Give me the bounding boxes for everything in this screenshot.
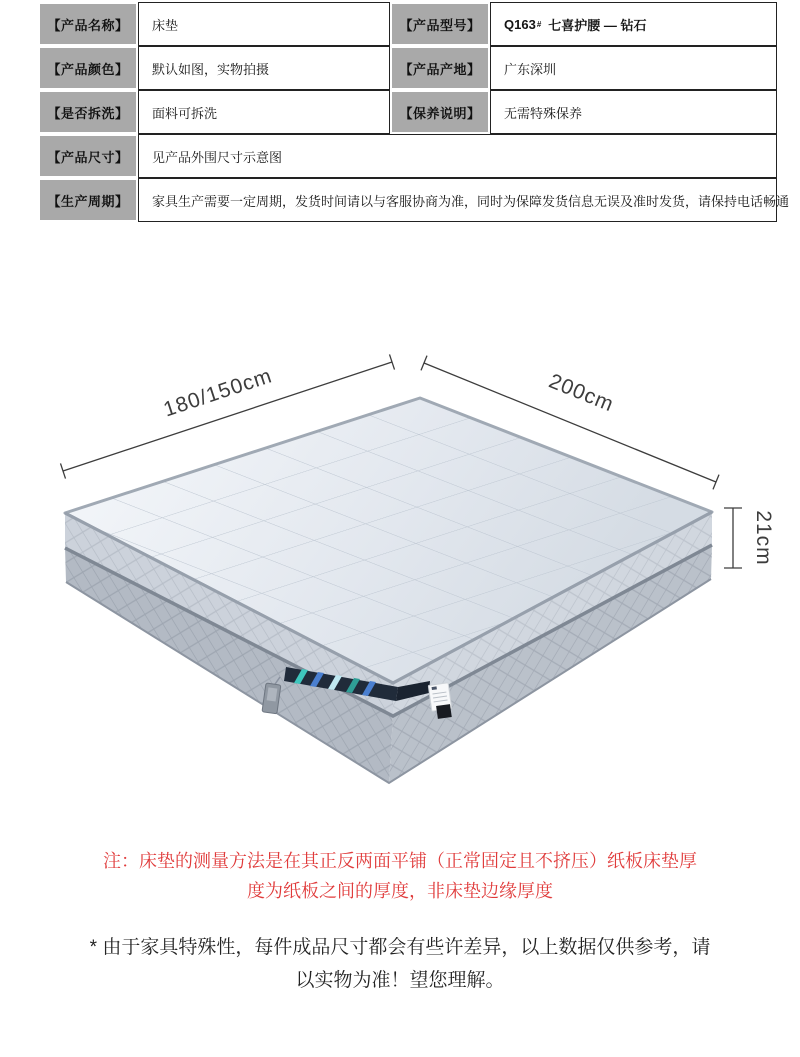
mattress-illustration	[65, 398, 712, 783]
spec-label-care: 【保养说明】	[390, 90, 490, 134]
spec-label-model: 【产品型号】	[390, 2, 490, 46]
dimension-label-length: 200cm	[545, 369, 618, 417]
note-measurement	[0, 846, 800, 906]
note-measurement-line2: 度为纸板之间的厚度，非床垫边缘厚度	[247, 881, 553, 901]
note-disclaimer	[0, 931, 800, 997]
spec-label-washable: 【是否拆洗】	[38, 90, 138, 134]
model-sup: #	[536, 19, 542, 29]
mattress-size-diagram	[0, 330, 800, 820]
dimension-label-width: 180/150cm	[160, 364, 276, 422]
note-measurement-line1: 注：床垫的测量方法是在其正反两面平铺（正常固定且不挤压）纸板床垫厚	[103, 851, 697, 871]
spec-value-size: 见产品外围尺寸示意图	[138, 134, 777, 178]
label-strap	[436, 704, 452, 719]
spec-value-origin: 广东深圳	[490, 46, 777, 90]
dimension-label-height: 21cm	[752, 510, 775, 566]
spec-value-color: 默认如图，实物拍摄	[138, 46, 390, 90]
note-disclaimer-line1: * 由于家具特殊性，每件成品尺寸都会有些许差异，以上数据仅供参考，请	[89, 937, 711, 958]
spec-table	[38, 2, 790, 222]
spec-label-product-name: 【产品名称】	[38, 2, 138, 46]
spec-value-model	[490, 2, 777, 46]
spec-label-color: 【产品颜色】	[38, 46, 138, 90]
dimension-line-height	[724, 508, 742, 568]
spec-value-product-name: 床垫	[138, 2, 390, 46]
spec-label-size: 【产品尺寸】	[38, 134, 138, 178]
spec-value-leadtime: 家具生产需要一定周期，发货时间请以与客服协商为准，同时为保障发货信息无误及准时发货，请保持电话畅通	[138, 178, 777, 222]
spec-label-leadtime: 【生产周期】	[38, 178, 138, 222]
note-disclaimer-line2: 以实物为准！望您理解。	[295, 970, 505, 991]
spec-value-care: 无需特殊保养	[490, 90, 777, 134]
spec-value-washable: 面料可拆洗	[138, 90, 390, 134]
model-prefix: Q163	[504, 16, 536, 32]
spec-label-origin: 【产品产地】	[390, 46, 490, 90]
model-rest: 七喜护腰 — 钻石	[548, 17, 647, 33]
